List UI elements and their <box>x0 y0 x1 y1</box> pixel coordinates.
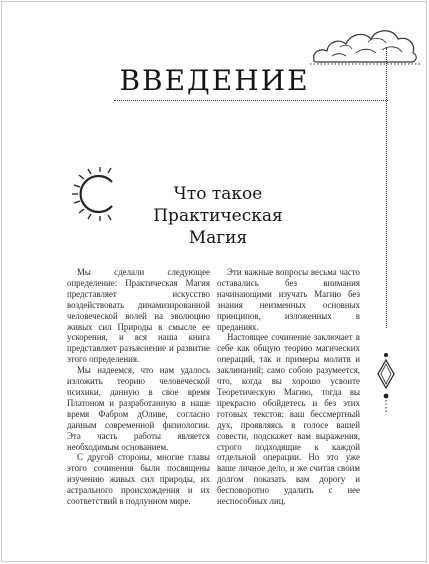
paragraph: Мы сделали следующее определение: Практическая Магия представляет искусство воздействовать динамизированной человеческой волей на эволюцию живых сил Природы в смысле ее ускорения, и вся наша книга представляет разъяснение и развитие этого определения. <box>67 267 210 365</box>
left-column <box>67 267 210 507</box>
section-title-line2: Магия <box>188 228 248 248</box>
paragraph: Настоящее сочинение заключает в себе как общую теорию магических операций, так и примеры молитв и заклинаний; само собою разумеется, что, когда вы хорошо усвоите Теоретическую Магию, тогда вы прекрасно обойдетесь и без этих готовых текстов: ваш бессмертный дух, проявляясь в голосе вашей совести, подскажет вам выражения, строго подходящие к каждой отдельной операции. Но это уже ваше личное дело, и же считая своим долгом показать вам дорогу и бесповоротно удалить с нее неспособных лиц. <box>217 332 360 507</box>
title-rule <box>114 100 388 101</box>
paragraph: С другой стороны, многие главы этого сочинения были посвящены изучению живых сил природы, их астрального происхождения и их соответствий в подлунном мире. <box>67 452 210 507</box>
section-title-line1: Что такое Практическая <box>153 184 283 226</box>
diamond-pendant-icon <box>377 352 399 414</box>
paragraph: Мы надеемся, что нам удалось изложить теорию человеческой психики, данную в свое время Платоном и разработанную в наше время Фабром дОливе, согласно данным современной физиологии. Эта часть работы является необходимым основанием. <box>67 365 210 452</box>
section-title <box>118 183 318 249</box>
chapter-title: ВВЕДЕНИЕ <box>119 64 310 97</box>
right-column <box>217 267 360 507</box>
paragraph: Эти важные вопросы весьма часто оставались без внимания начинающими изучать Магию без знания неизменных основных принципов, изложенных в преданиях. <box>217 267 360 332</box>
